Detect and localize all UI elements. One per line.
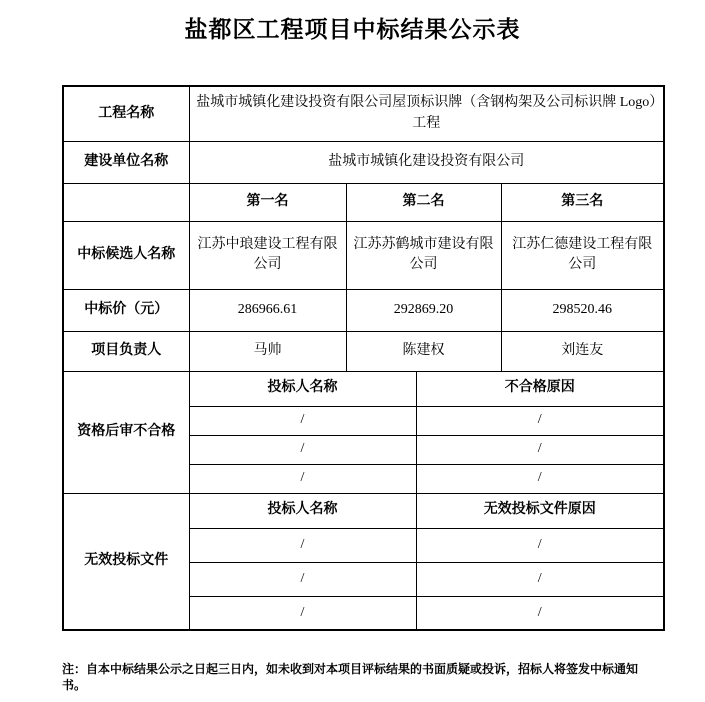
qualification-reason-header: 不合格原因 [416, 371, 664, 406]
empty-cell [63, 183, 189, 221]
leader-row [63, 331, 664, 371]
price-label: 中标价（元） [63, 289, 189, 331]
candidate-name-cell: 江苏仁德建设工程有限公司 [501, 221, 664, 289]
price-cell: 292869.20 [346, 289, 501, 331]
invalid-bidder-cell: / [189, 596, 416, 630]
qualification-bidder-cell: / [189, 406, 416, 435]
invalid-reason-cell: / [416, 528, 664, 562]
qualification-bidder-cell: / [189, 464, 416, 493]
leader-cell: 马帅 [189, 331, 346, 371]
price-cell: 286966.61 [189, 289, 346, 331]
owner-row [63, 141, 664, 183]
invalid-reason-cell: / [416, 596, 664, 630]
invalid-bidder-cell: / [189, 562, 416, 596]
owner-label: 建设单位名称 [63, 141, 189, 183]
qualification-reason-cell: / [416, 406, 664, 435]
candidate-name-cell: 江苏中琅建设工程有限公司 [189, 221, 346, 289]
price-cell: 298520.46 [501, 289, 664, 331]
candidates-row [63, 221, 664, 289]
leader-cell: 陈建权 [346, 331, 501, 371]
page-title: 盐都区工程项目中标结果公示表 [184, 17, 521, 42]
project-name-row [63, 86, 664, 141]
qualification-bidder-cell: / [189, 435, 416, 464]
candidates-label: 中标候选人名称 [63, 221, 189, 289]
owner-value: 盐城市城镇化建设投资有限公司 [189, 141, 664, 183]
invalid-reason-cell: / [416, 562, 664, 596]
invalid-bidder-header: 投标人名称 [189, 493, 416, 528]
invalid-bidder-cell: / [189, 528, 416, 562]
project-name-value: 盐城市城镇化建设投资有限公司屋顶标识牌（含钢构架及公司标识牌 Logo）工程 [189, 86, 664, 141]
project-name-label: 工程名称 [63, 86, 189, 141]
leader-cell: 刘连友 [501, 331, 664, 371]
qualification-section-label: 资格后审不合格 [63, 371, 189, 493]
leader-label: 项目负责人 [63, 331, 189, 371]
rank-header-second: 第二名 [346, 183, 501, 221]
rank-header-third: 第三名 [501, 183, 664, 221]
invalid-reason-header: 无效投标文件原因 [416, 493, 664, 528]
rank-header-first: 第一名 [189, 183, 346, 221]
invalid-header-row [63, 493, 664, 528]
qualification-reason-cell: / [416, 435, 664, 464]
bid-result-table [62, 85, 665, 631]
price-row [63, 289, 664, 331]
rank-header-row [63, 183, 664, 221]
candidate-name-cell: 江苏苏鹤城市建设有限公司 [346, 221, 501, 289]
invalid-section-label: 无效投标文件 [63, 493, 189, 630]
qualification-reason-cell: / [416, 464, 664, 493]
qualification-header-row [63, 371, 664, 406]
qualification-bidder-header: 投标人名称 [189, 371, 416, 406]
footnote: 注：自本中标结果公示之日起三日内，如未收到对本项目评标结果的书面质疑或投诉，招标人将签发中标通知书。 [62, 662, 639, 692]
